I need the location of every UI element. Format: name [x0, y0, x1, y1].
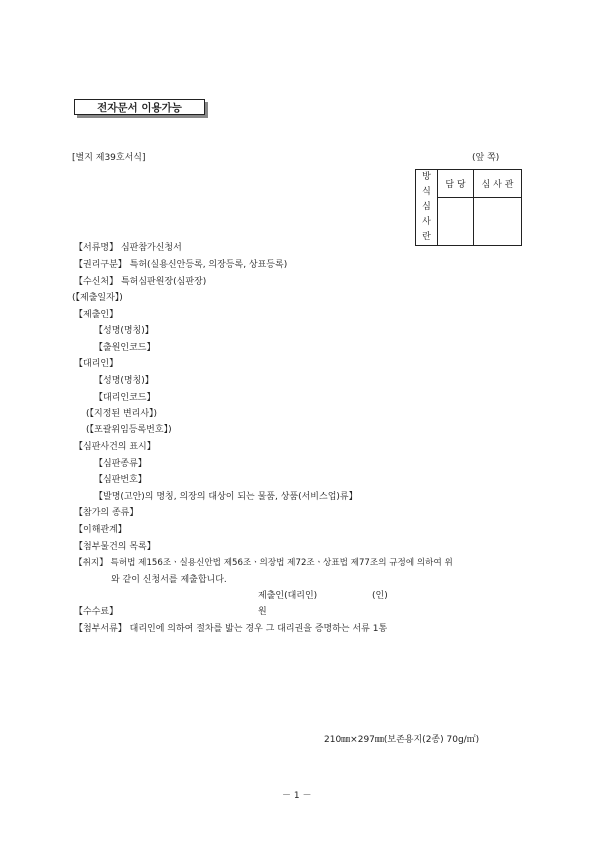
agent-code-line: 【대리인코드】 — [94, 393, 156, 403]
participation-type-line: 【참가의 종류】 — [74, 508, 139, 518]
form-number: [별지 제39호서식] — [72, 153, 146, 163]
signature-label: 제출인(대리인) — [258, 591, 318, 601]
trial-number-line: 【심판번호】 — [94, 475, 147, 485]
date-line: (【제출일자】) — [72, 293, 123, 303]
approval-side-label — [416, 170, 438, 246]
approval-box — [415, 169, 522, 246]
submitter-name-line: 【성명(명칭)】 — [94, 326, 154, 336]
agent-line: 【대리인】 — [74, 359, 119, 369]
applicant-code-line: 【출원인코드】 — [94, 343, 156, 353]
side-char: 방 — [422, 172, 431, 182]
submitter-line: 【제출인】 — [74, 310, 119, 320]
case-display-line: 【심판사건의 표시】 — [74, 442, 156, 452]
invention-name-line: 【발명(고안)의 명칭, 의장의 대상이 되는 물품, 상품(서비스업)류】 — [94, 492, 358, 502]
approval-header-staff: 담 당 — [438, 170, 474, 198]
attachments-list-line: 【첨부물건의 목록】 — [74, 542, 156, 552]
interest-line: 【이해관계】 — [74, 525, 127, 535]
fee-line: 【수수료】 — [74, 607, 119, 617]
trial-type-line: 【심판종류】 — [94, 459, 147, 469]
fee-unit: 원 — [258, 607, 267, 617]
rights-line: 【권리구분】 특허(실용신안등록, 의장등록, 상표등록) — [74, 260, 288, 270]
general-power-line: (【포괄위임등록번호】) — [86, 425, 172, 435]
side-char: 사 — [422, 217, 431, 227]
purport-line-2: 와 같이 신청서를 제출합니다. — [111, 575, 227, 585]
side-char: 심 — [422, 202, 431, 212]
approval-cell-examiner — [474, 197, 522, 245]
agent-name-line: 【성명(명칭)】 — [94, 376, 154, 386]
page-number: － 1 － — [282, 791, 312, 801]
recipient-line: 【수신처】 특허심판원장(심판장) — [74, 277, 207, 287]
page-side-label: (앞 쪽) — [472, 153, 500, 163]
doc-name-line: 【서류명】 심판참가신청서 — [74, 243, 182, 253]
seal-mark: (인) — [372, 591, 388, 601]
patent-attorney-line: (【지정된 변리사】) — [86, 409, 158, 419]
side-char: 식 — [422, 187, 431, 197]
approval-header-examiner: 심 사 관 — [474, 170, 522, 198]
attached-docs-line: 【첨부서류】 대리인에 의하여 절차를 밟는 경우 그 대리권을 증명하는 서류 1통 — [74, 624, 388, 634]
electronic-document-banner: 전자문서 이용가능 — [74, 99, 205, 115]
side-char: 란 — [422, 232, 431, 242]
approval-cell-staff — [438, 197, 474, 245]
paper-spec: 210㎜×297㎜(보존용지(2종) 70g/㎡) — [324, 735, 480, 745]
purport-line-1: 【취지】 특허법 제156조ㆍ실용신안법 제56조ㆍ의장법 제72조ㆍ상표법 제77조의 규정에 의하여 위 — [74, 558, 453, 568]
